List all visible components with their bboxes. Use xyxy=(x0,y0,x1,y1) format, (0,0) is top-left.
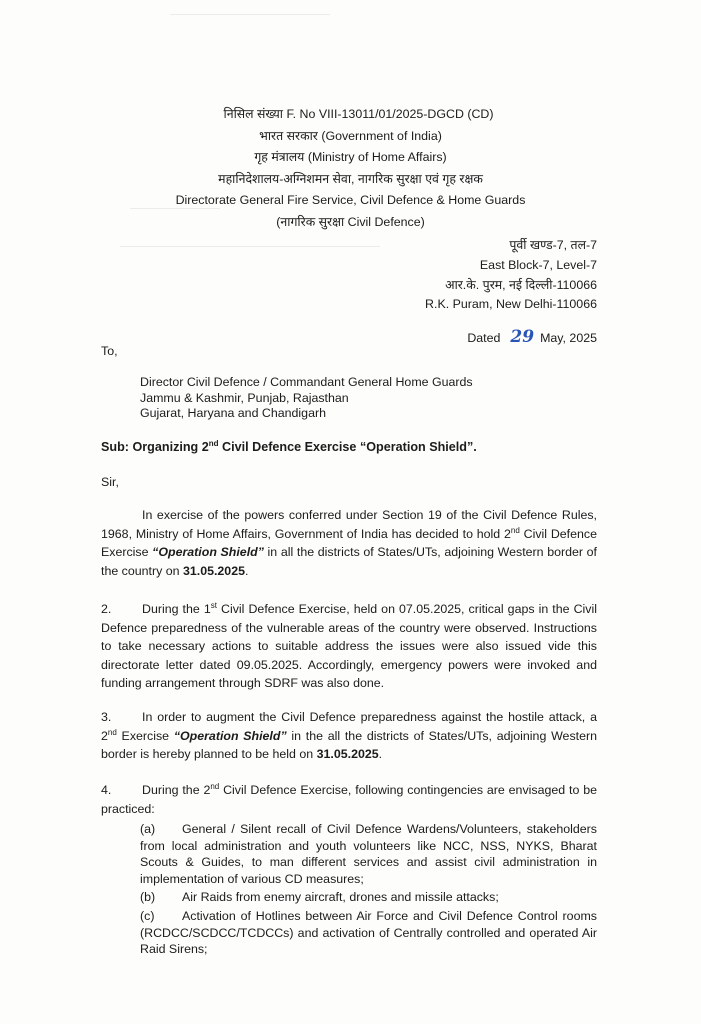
list-item xyxy=(140,908,597,958)
para-text: Civil Defence Exercise, held on 07.05.2025, critical gaps in the Civil Defence preparedness of the vulnerable areas of the country were observed. Instructions to take necessary actions to suitable address the issues were also issued vide this directorate letter dated 09.05.2025. Accordingly, emergency powers were invoked and funding arrangement through SDRF was also done. xyxy=(101,602,597,690)
paragraph-2 xyxy=(101,600,597,693)
recipient-block xyxy=(140,375,473,422)
date-month-year: May, 2025 xyxy=(540,331,597,345)
para-text: Civil Defence Exercise, following contingencies are envisaged to be practiced: xyxy=(101,783,597,816)
para-text: Civil Defence Exercise xyxy=(101,526,597,559)
address-line: East Block-7, Level-7 xyxy=(479,257,597,272)
para-text: In exercise of the powers conferred under Section 19 of the Civil Defence Rules, 1968, Ministry of Home Affairs, Government of India has decided to hold 2 xyxy=(101,508,597,541)
address-line: R.K. Puram, New Delhi-110066 xyxy=(425,297,597,312)
superscript: nd xyxy=(107,727,117,737)
para-text: . xyxy=(244,563,249,578)
directorate-hindi: महानिदेशालय-अग्निशमन सेवा, नागरिक सुरक्षा एवं गृह रक्षक xyxy=(218,171,483,186)
exercise-date: 31.05.2025 xyxy=(182,563,245,578)
superscript: nd xyxy=(208,439,219,448)
item-label: (c) xyxy=(140,908,155,923)
list-item xyxy=(140,889,597,906)
list-item xyxy=(140,821,597,887)
recipient-line: Director Civil Defence / Commandant General Home Guards xyxy=(140,375,473,389)
file-number: निसिल संख्या F. No VIII-13011/01/2025-DGCD (CD) xyxy=(223,107,494,121)
government-line: भारत सरकार (Government of India) xyxy=(259,128,442,143)
para-text: in all the districts of States/UTs, adjoining Western border of the country on xyxy=(101,545,597,578)
operation-name: “Operation Shield” xyxy=(152,545,264,559)
paragraph-4 xyxy=(101,781,597,818)
subject-text: Civil Defence Exercise “Operation Shield”. xyxy=(218,440,477,454)
paragraph-3 xyxy=(101,708,597,764)
directorate-english: Directorate General Fire Service, Civil Defence & Home Guards xyxy=(175,193,526,207)
subject-line xyxy=(101,440,477,454)
item-label: (b) xyxy=(140,890,156,905)
address-line: पूर्वी खण्ड-7, तल-7 xyxy=(509,238,597,252)
subject-text: Sub: Organizing 2 xyxy=(101,440,209,454)
para-text: Exercise xyxy=(116,728,174,743)
para-text: in the all the districts of States/UTs, adjoining Western border is hereby planned to be held on xyxy=(101,728,597,761)
para-text: During the 1 xyxy=(142,602,211,616)
recipient-line: Gujarat, Haryana and Chandigarh xyxy=(140,406,326,420)
operation-name: “Operation Shield” xyxy=(173,728,287,743)
superscript: nd xyxy=(510,525,520,535)
item-text: General / Silent recall of Civil Defence Wardens/Volunteers, stakeholders from local administration and youth volunteers like NCC, NSS, NYKS, Bharat Scouts & Guides, to man different services and assist civil administration in implementation of various CD measures; xyxy=(140,822,597,886)
para-text: In order to augment the Civil Defence preparedness against the hostile attack, a 2 xyxy=(101,710,597,743)
superscript: st xyxy=(210,601,217,610)
date-line xyxy=(467,327,597,347)
paragraph-1 xyxy=(101,506,597,580)
superscript: nd xyxy=(210,782,220,791)
letterhead xyxy=(0,104,701,233)
para-text: . xyxy=(378,747,383,761)
salutation: Sir, xyxy=(101,475,119,489)
item-label: (a) xyxy=(140,822,156,836)
recipient-line: Jammu & Kashmir, Punjab, Rajasthan xyxy=(140,390,349,405)
paragraph-number: 2. xyxy=(101,602,112,616)
paragraph-number: 3. xyxy=(101,710,112,724)
contingency-list xyxy=(140,821,597,960)
scan-noise xyxy=(170,14,330,15)
office-address xyxy=(425,236,597,315)
to-label: To, xyxy=(101,344,118,358)
scan-noise xyxy=(120,246,380,247)
item-text: Activation of Hotlines between Air Force and Civil Defence Control rooms (RCDCC/SCDCC/TCDCCs) and activation of Centrally controlled and operated Air Raid Sirens; xyxy=(140,908,597,957)
address-line: आर.के. पुरम, नई दिल्ली-110066 xyxy=(445,277,597,292)
para-text: During the 2 xyxy=(142,783,211,797)
paragraph-number: 4. xyxy=(101,783,112,797)
item-text: Air Raids from enemy aircraft, drones and missile attacks; xyxy=(182,890,499,905)
ministry-line: गृह मंत्रालय (Ministry of Home Affairs) xyxy=(254,150,447,164)
handwritten-day: 29 xyxy=(510,327,535,347)
date-label: Dated xyxy=(467,331,501,345)
civil-defence-line: (नागरिक सुरक्षा Civil Defence) xyxy=(276,214,425,229)
exercise-date: 31.05.2025 xyxy=(316,747,379,761)
